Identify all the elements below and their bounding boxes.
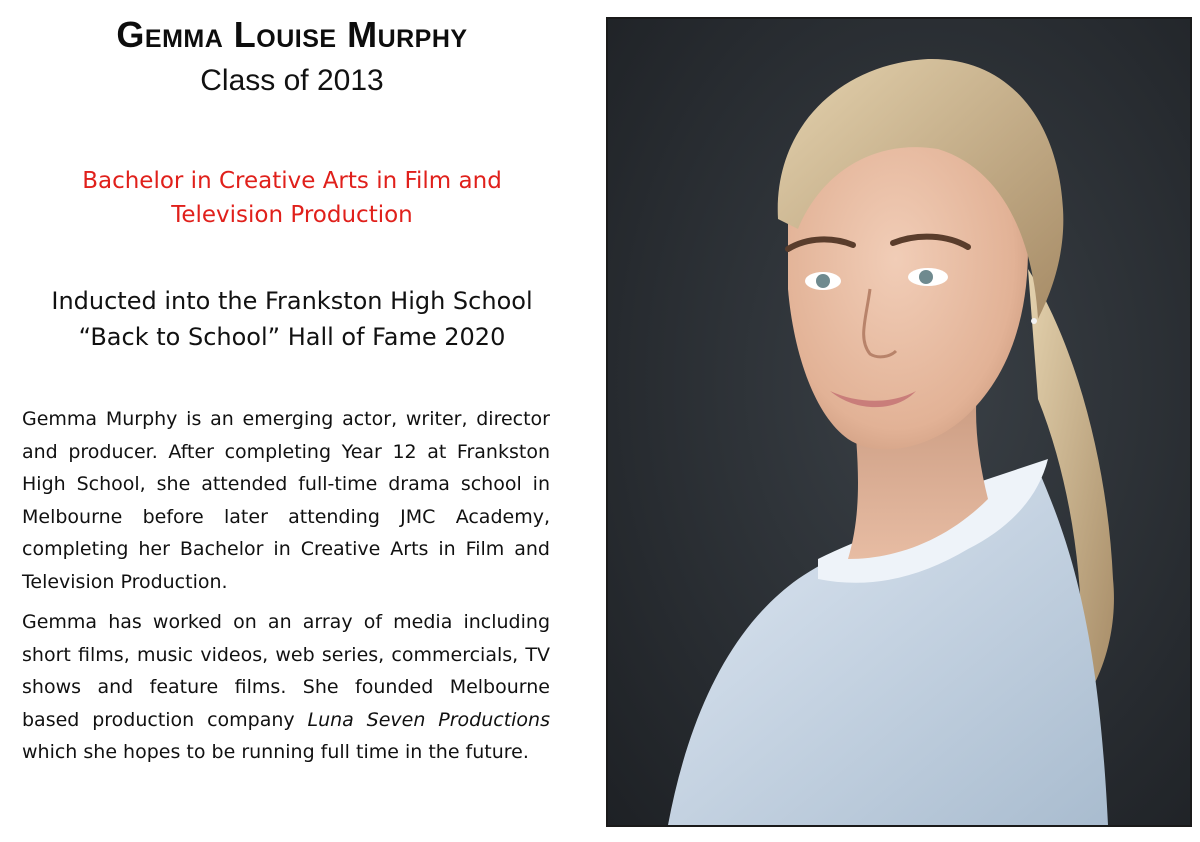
hall-of-fame-induction [22, 283, 562, 355]
earring [1031, 318, 1037, 324]
induction-line-1: Inducted into the Frankston High School [51, 287, 533, 315]
bio-paragraph-2-text-start: Gemma has worked on an array of media including short films, music videos, web series, commercials, TV shows and feature films. She founded Melbourne based production company [22, 611, 550, 731]
company-name: Luna Seven Productions [307, 708, 550, 731]
portrait-photo [606, 17, 1192, 827]
bio-paragraph-2 [22, 606, 550, 769]
right-iris [919, 270, 933, 284]
profile-name: Gemma Louise Murphy [116, 14, 468, 55]
bio-paragraph-1: Gemma Murphy is an emerging actor, writer, director and producer. After completing Year 12 at Frankston High School, she attended full-time drama school in Melbourne before later attending JMC Academy, completing her Bachelor in Creative Arts in Film and Television Production. [22, 408, 550, 593]
induction-line-2: “Back to School” Hall of Fame 2020 [78, 323, 506, 351]
class-year: Class of 2013 [200, 64, 384, 97]
degree-line-1: Bachelor in Creative Arts in Film and [82, 168, 502, 194]
degree-line-2: Television Production [171, 202, 413, 228]
left-iris [816, 274, 830, 288]
portrait-illustration [608, 19, 1190, 825]
bio-paragraph-2-text-end: which she hopes to be running full time in the future. [22, 741, 529, 763]
degree-title [22, 164, 562, 232]
